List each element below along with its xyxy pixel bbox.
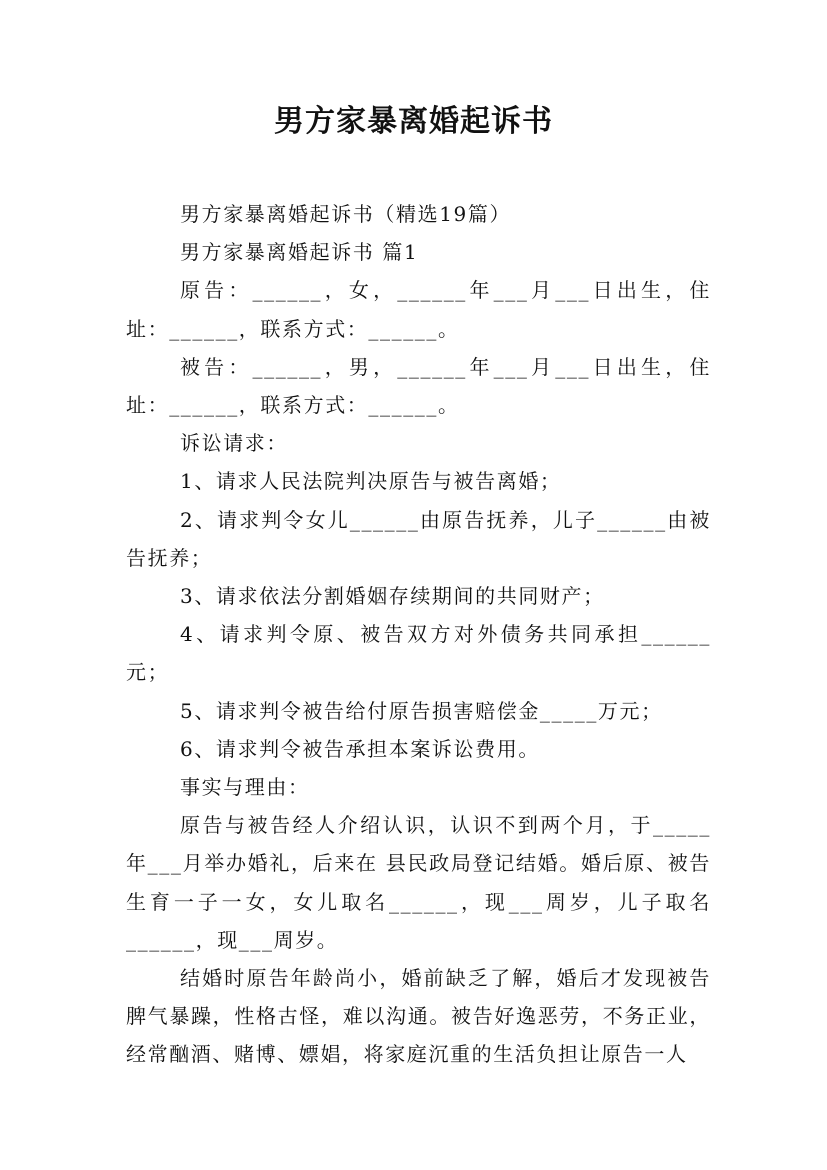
document-title: 男方家暴离婚起诉书 xyxy=(274,104,553,139)
paragraph-section-heading: 男方家暴离婚起诉书 篇1 xyxy=(180,240,419,265)
paragraph-claim-2: 2、请求判令女儿______由原告抚养，儿子______由被告抚养； xyxy=(126,507,711,570)
paragraph-subtitle: 男方家暴离婚起诉书（精选19篇） xyxy=(180,202,512,226)
paragraph-claims-heading: 诉讼请求： xyxy=(180,431,288,456)
paragraph-facts-1: 原告与被告经人介绍认识，认识不到两个月，于_____年___月举办婚礼，后来在 县民政局登记结婚。婚后原、被告生育一子一女，女儿取名______，现___周岁，儿子取名______，现___周岁。 xyxy=(126,813,711,952)
paragraph-claim-5: 5、请求判令被告给付原告损害赔偿金_____万元； xyxy=(180,698,663,723)
paragraph-defendant: 被告：______，男，______年___月___日出生，住址：______，联系方式：______。 xyxy=(126,354,711,418)
document-body xyxy=(126,195,711,1074)
paragraph-claim-6: 6、请求判令被告承担本案诉讼费用。 xyxy=(180,736,540,761)
paragraph-facts-2: 结婚时原告年龄尚小，婚前缺乏了解，婚后才发现被告脾气暴躁，性格古怪，难以沟通。被告好逸恶劳，不务正业，经常酗酒、赌博、嫖娼，将家庭沉重的生活负担让原告一人 xyxy=(126,966,711,1067)
paragraph-claim-3: 3、请求依法分割婚姻存续期间的共同财产； xyxy=(180,584,605,609)
paragraph-plaintiff: 原告：______，女，______年___月___日出生，住址：______，联系方式：______。 xyxy=(126,278,711,341)
paragraph-facts-heading: 事实与理由： xyxy=(180,775,310,800)
paragraph-claim-1: 1、请求人民法院判决原告与被告离婚； xyxy=(180,469,562,494)
paragraph-claim-4: 4、请求判令原、被告双方对外债务共同承担______元； xyxy=(126,622,711,685)
